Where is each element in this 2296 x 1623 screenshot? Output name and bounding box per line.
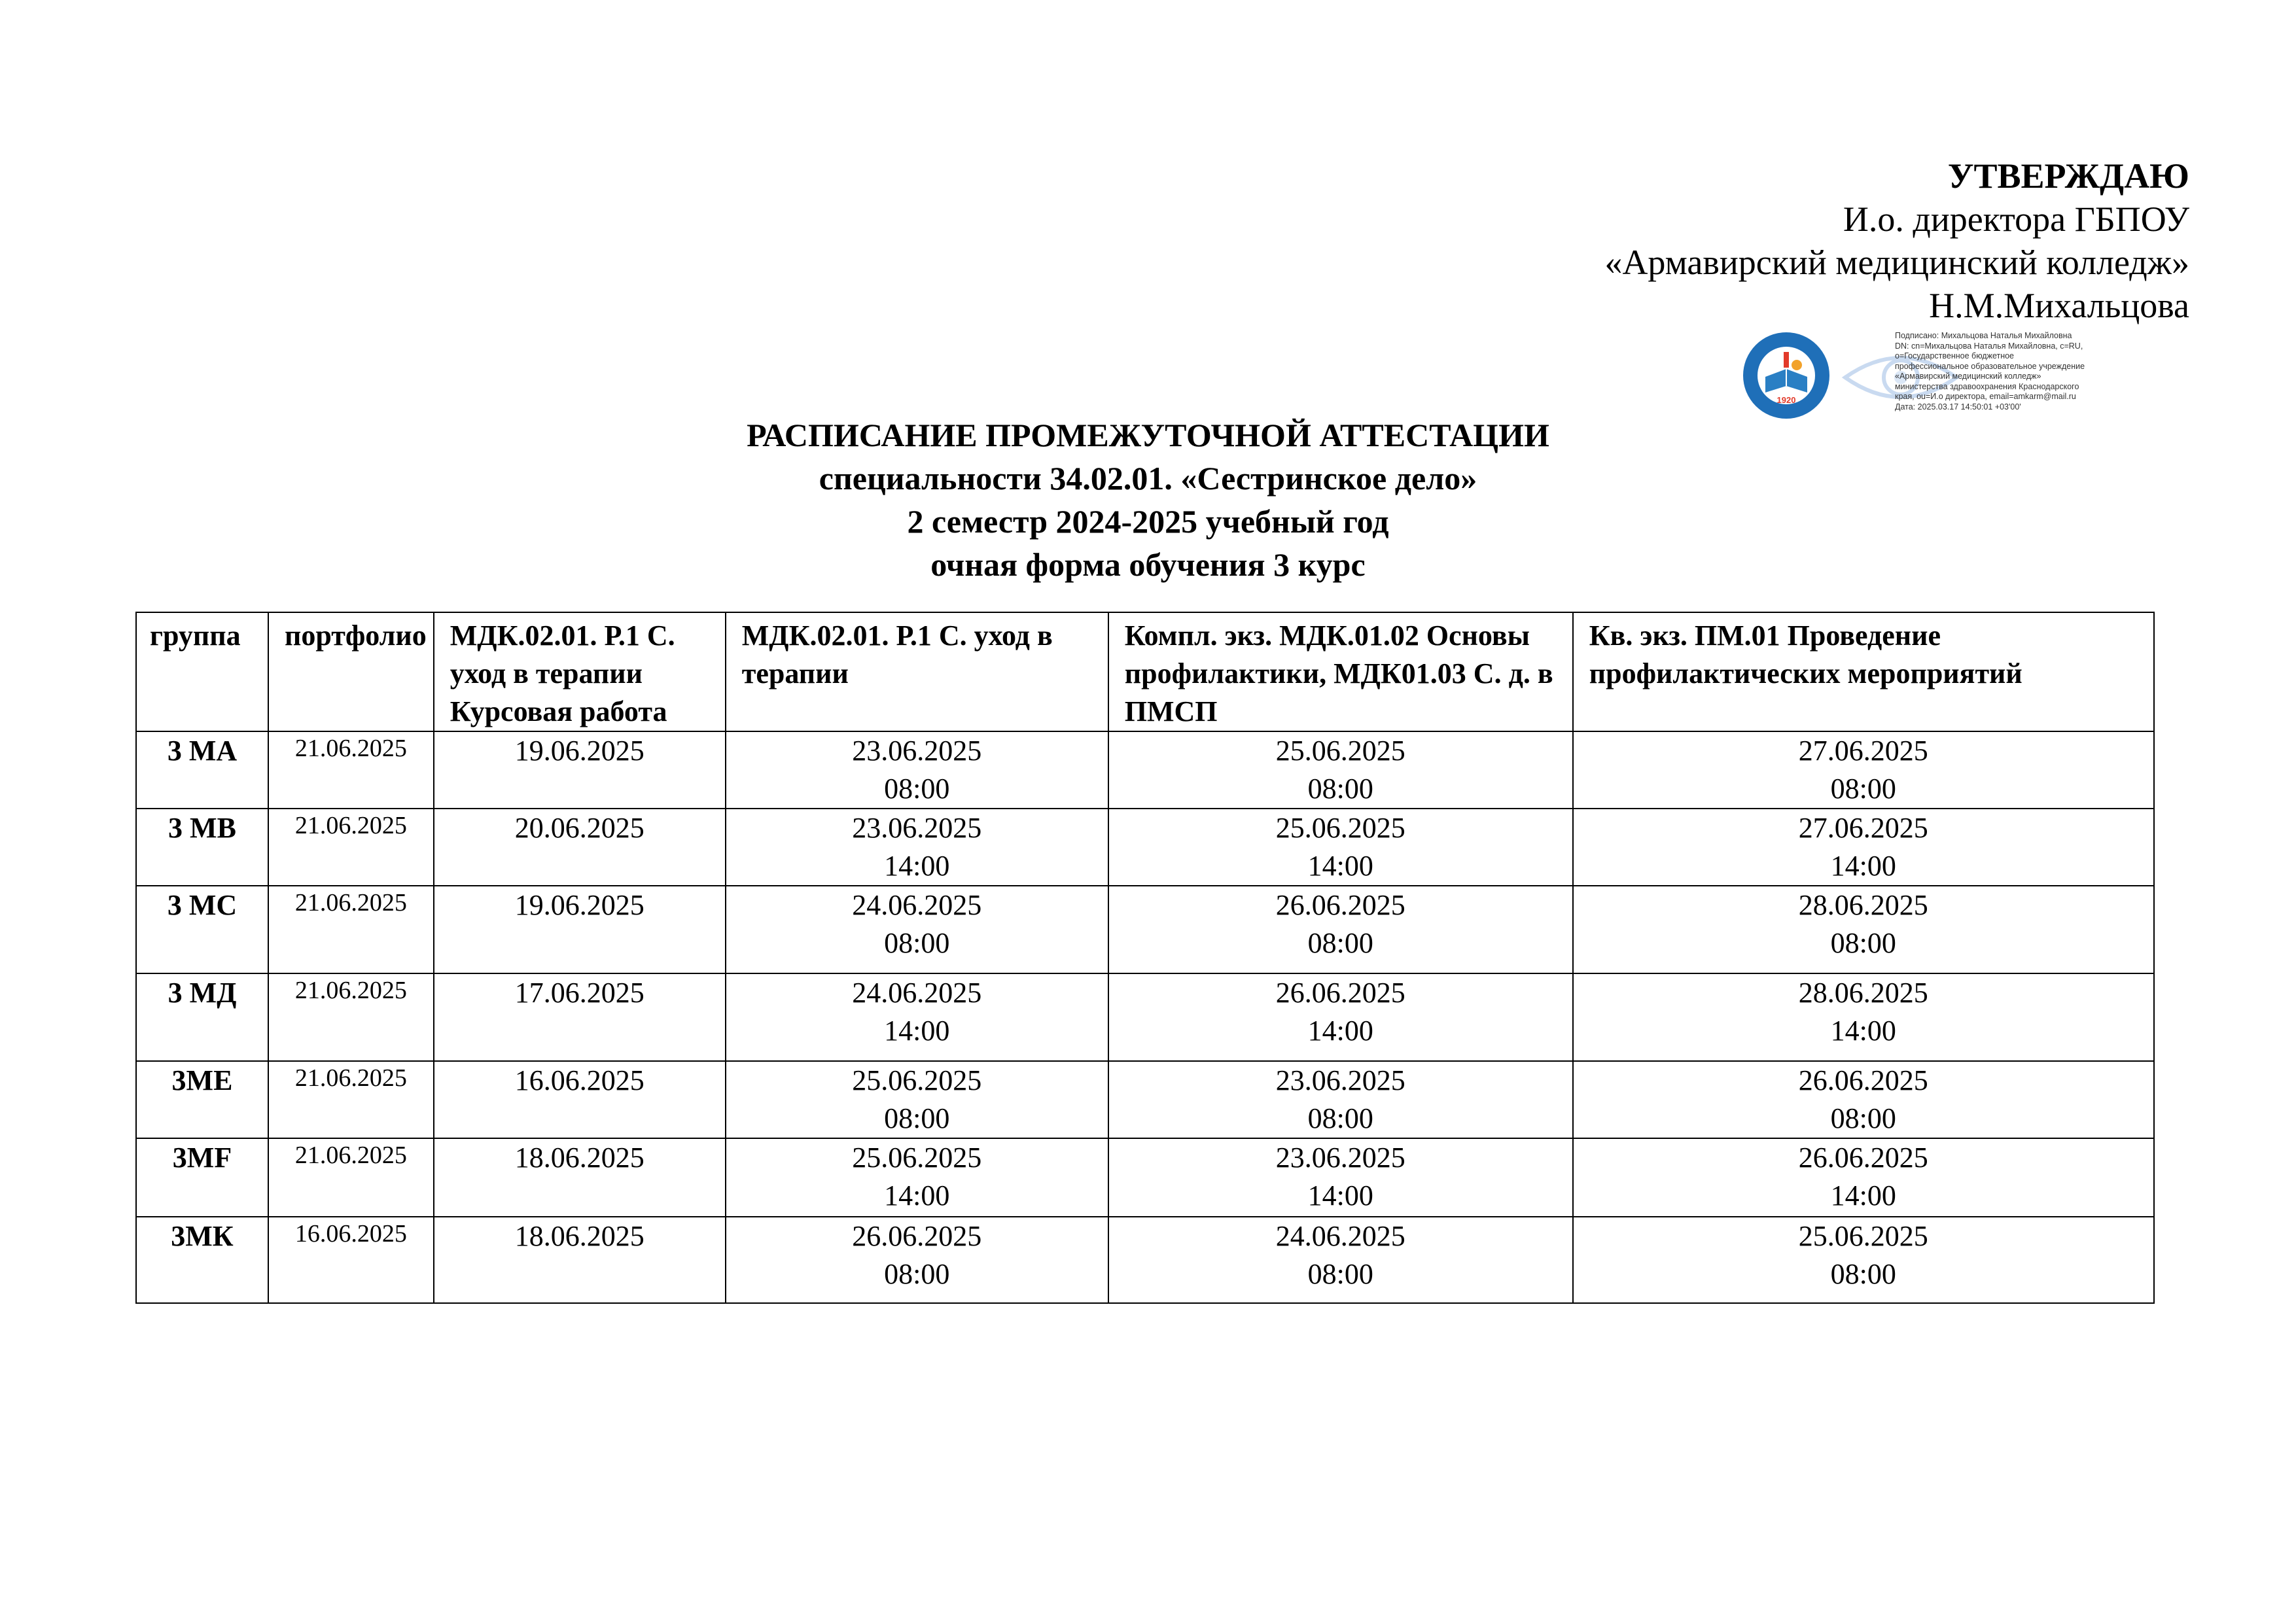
exam1-cell: [726, 1138, 1108, 1217]
exam3-cell: [1573, 1217, 2154, 1303]
exam1-cell: [726, 731, 1108, 809]
signature-line: «Армавирский медицинский колледж»: [1895, 372, 2041, 381]
exam1-date: 23.06.2025: [852, 735, 982, 767]
exam3-time: 08:00: [1830, 1258, 1896, 1290]
approval-block: [1604, 154, 2189, 327]
exam2-time: 14:00: [1307, 1015, 1373, 1047]
group-cell: 3МК: [136, 1217, 268, 1303]
header-portfolio: портфолио: [268, 612, 434, 731]
table-row: [136, 886, 2154, 973]
exam2-cell: [1108, 973, 1573, 1061]
exam2-date: 24.06.2025: [1275, 1220, 1405, 1252]
exam2-time: 08:00: [1307, 1258, 1373, 1290]
signature-line: министерства здравоохранения Краснодарского: [1895, 381, 2079, 391]
coursework-cell: 18.06.2025: [434, 1217, 726, 1303]
approval-name: Н.М.Михальцова: [1929, 286, 2189, 325]
exam2-cell: [1108, 886, 1573, 973]
exam1-cell: [726, 1217, 1108, 1303]
exam3-time: 14:00: [1830, 850, 1896, 882]
exam3-date: 26.06.2025: [1798, 1064, 1928, 1096]
signature-line: края, ou=И.о директора, email=amkarm@mail.ru: [1895, 392, 2076, 401]
exam1-time: 08:00: [884, 773, 950, 805]
table-row: [136, 809, 2154, 886]
exam1-date: 24.06.2025: [852, 889, 982, 921]
exam3-time: 08:00: [1830, 773, 1896, 805]
portfolio-cell: 21.06.2025: [268, 886, 434, 973]
signature-line: DN: cn=Михальцова Наталья Михайловна, c=RU,: [1895, 341, 2083, 351]
exam2-date: 23.06.2025: [1275, 1064, 1405, 1096]
exam2-date: 25.06.2025: [1275, 812, 1405, 844]
exam3-cell: [1573, 1061, 2154, 1138]
exam2-date: 26.06.2025: [1275, 889, 1405, 921]
approval-organization: «Армавирский медицинский колледж»: [1604, 243, 2189, 282]
table-row: [136, 973, 2154, 1061]
exam1-time: 08:00: [884, 1258, 950, 1290]
signature-details: [1895, 331, 2176, 412]
exam1-time: 14:00: [884, 1179, 950, 1212]
exam2-time: 08:00: [1307, 927, 1373, 959]
exam2-date: 25.06.2025: [1275, 735, 1405, 767]
exam3-cell: [1573, 1138, 2154, 1217]
exam1-time: 14:00: [884, 1015, 950, 1047]
portfolio-cell: 21.06.2025: [268, 973, 434, 1061]
seal-year: 1920: [1776, 395, 1796, 405]
exam3-date: 27.06.2025: [1798, 812, 1928, 844]
signature-line: Подписано: Михальцова Наталья Михайловна: [1895, 331, 2072, 340]
coursework-cell: 20.06.2025: [434, 809, 726, 886]
exam3-time: 14:00: [1830, 1179, 1896, 1212]
exam2-cell: [1108, 1061, 1573, 1138]
exam1-date: 26.06.2025: [852, 1220, 982, 1252]
exam1-cell: [726, 1061, 1108, 1138]
portfolio-cell: 21.06.2025: [268, 731, 434, 809]
exam2-cell: [1108, 731, 1573, 809]
group-cell: 3 МС: [136, 886, 268, 973]
exam1-date: 25.06.2025: [852, 1142, 982, 1174]
table-row: [136, 1217, 2154, 1303]
exam3-time: 14:00: [1830, 1015, 1896, 1047]
document-title: [0, 413, 2296, 586]
coursework-cell: 18.06.2025: [434, 1138, 726, 1217]
title-line-1: РАСПИСАНИЕ ПРОМЕЖУТОЧНОЙ АТТЕСТАЦИИ: [747, 417, 1549, 453]
group-cell: 3MF: [136, 1138, 268, 1217]
group-cell: 3МЕ: [136, 1061, 268, 1138]
exam1-date: 25.06.2025: [852, 1064, 982, 1096]
exam1-date: 23.06.2025: [852, 812, 982, 844]
exam3-date: 26.06.2025: [1798, 1142, 1928, 1174]
exam3-cell: [1573, 886, 2154, 973]
group-cell: 3 МА: [136, 731, 268, 809]
exam3-date: 25.06.2025: [1798, 1220, 1928, 1252]
exam2-cell: [1108, 809, 1573, 886]
exam2-time: 08:00: [1307, 773, 1373, 805]
exam1-time: 08:00: [884, 927, 950, 959]
exam2-time: 08:00: [1307, 1102, 1373, 1134]
signature-line: профессиональное образовательное учреждение: [1895, 361, 2085, 371]
signature-line: o=Государственное бюджетное: [1895, 351, 2015, 360]
header-exam-therapy: МДК.02.01. Р.1 С. уход в терапии: [726, 612, 1108, 731]
portfolio-cell: 21.06.2025: [268, 809, 434, 886]
table-header-row: [136, 612, 2154, 731]
title-line-2: специальности 34.02.01. «Сестринское дело»: [819, 460, 1477, 497]
header-exam-prevention: Компл. экз. МДК.01.02 Основы профилактики, МДК01.03 С. д. в ПМСП: [1108, 612, 1573, 731]
exam3-cell: [1573, 731, 2154, 809]
exam2-cell: [1108, 1138, 1573, 1217]
exam3-date: 28.06.2025: [1798, 977, 1928, 1009]
exam1-cell: [726, 973, 1108, 1061]
coursework-cell: 17.06.2025: [434, 973, 726, 1061]
digital-signature-stamp: [1740, 327, 2172, 425]
group-cell: 3 МД: [136, 973, 268, 1061]
exam1-date: 24.06.2025: [852, 977, 982, 1009]
header-exam-pm01: Кв. экз. ПМ.01 Проведение профилактических мероприятий: [1573, 612, 2154, 731]
portfolio-cell: 21.06.2025: [268, 1138, 434, 1217]
table-row: [136, 1061, 2154, 1138]
exam3-time: 08:00: [1830, 1102, 1896, 1134]
approval-heading: УТВЕРЖДАЮ: [1947, 156, 2189, 196]
exam3-date: 27.06.2025: [1798, 735, 1928, 767]
coursework-cell: 19.06.2025: [434, 886, 726, 973]
coursework-cell: 16.06.2025: [434, 1061, 726, 1138]
header-group: группа: [136, 612, 268, 731]
exam2-time: 14:00: [1307, 850, 1373, 882]
exam3-time: 08:00: [1830, 927, 1896, 959]
group-cell: 3 МВ: [136, 809, 268, 886]
exam2-time: 14:00: [1307, 1179, 1373, 1212]
exam1-cell: [726, 886, 1108, 973]
table-row: [136, 731, 2154, 809]
exam3-cell: [1573, 973, 2154, 1061]
exam2-date: 26.06.2025: [1275, 977, 1405, 1009]
coursework-cell: 19.06.2025: [434, 731, 726, 809]
signature-line: Дата: 2025.03.17 14:50:01 +03'00': [1895, 402, 2021, 411]
exam1-time: 08:00: [884, 1102, 950, 1134]
table-row: [136, 1138, 2154, 1217]
exam1-time: 14:00: [884, 850, 950, 882]
exam2-cell: [1108, 1217, 1573, 1303]
exam3-date: 28.06.2025: [1798, 889, 1928, 921]
portfolio-cell: 21.06.2025: [268, 1061, 434, 1138]
exam2-date: 23.06.2025: [1275, 1142, 1405, 1174]
college-seal-icon: [1740, 330, 1832, 421]
exam1-cell: [726, 809, 1108, 886]
exam3-cell: [1573, 809, 2154, 886]
header-coursework: МДК.02.01. Р.1 С. уход в терапии Курсовая работа: [434, 612, 726, 731]
approval-position: И.о. директора ГБПОУ: [1843, 200, 2189, 239]
title-line-3: 2 семестр 2024-2025 учебный год: [907, 503, 1389, 540]
schedule-table: [135, 612, 2155, 1304]
title-line-4: очная форма обучения 3 курс: [930, 546, 1366, 583]
portfolio-cell: 16.06.2025: [268, 1217, 434, 1303]
